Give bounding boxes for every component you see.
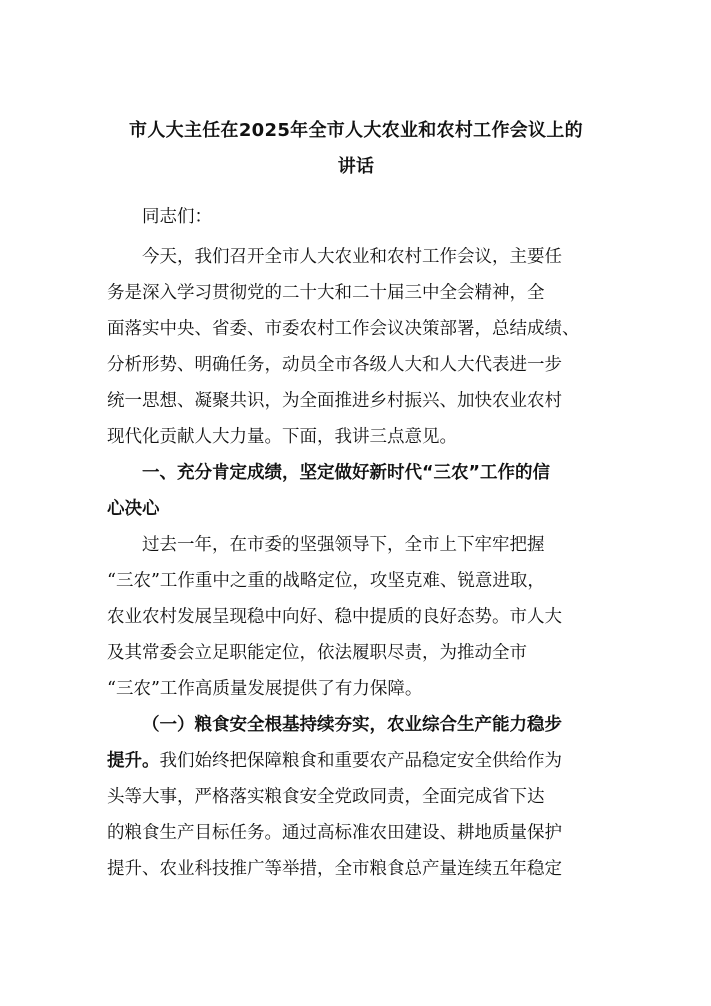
subsection-1-heading: （一）粮食安全根基持续夯实，农业综合生产能力稳步: [142, 715, 562, 735]
intro-line: 务是深入学习贯彻党的二十大和二十届三中全会精神，全: [107, 283, 545, 303]
intro-paragraph: [107, 239, 605, 455]
body-line: 农业农村发展呈现稳中向好、稳中提质的良好态势。市人大: [107, 607, 562, 627]
title-line-1: 市人大主任在2025年全市人大农业和农村工作会议上的: [129, 120, 583, 141]
intro-line: 今天，我们召开全市人大农业和农村工作会议，主要任: [142, 247, 562, 267]
document-title: [107, 113, 605, 185]
body-line: “三农”工作高质量发展提供了有力保障。: [107, 679, 423, 699]
body-line: 及其常委会立足职能定位，依法履职尽责，为推动全市: [107, 643, 527, 663]
salutation: 同志们：: [142, 207, 212, 227]
body-line: “三农”工作重中之重的战略定位，攻坚克难、锐意进取，: [107, 571, 545, 591]
body-line: 过去一年，在市委的坚强领导下，全市上下牢牢把握: [142, 535, 545, 555]
section-1-paragraph: [107, 527, 605, 707]
body-line: 头等大事，严格落实粮食安全党政同责，全面完成省下达: [107, 787, 545, 807]
intro-line: 面落实中央、省委、市委农村工作会议决策部署，总结成绩、: [107, 319, 580, 339]
document-body: [107, 113, 605, 887]
intro-line: 统一思想、凝聚共识，为全面推进乡村振兴、加快农业农村: [107, 391, 562, 411]
subsection-1-heading-end: 提升。: [107, 751, 160, 771]
intro-line: 分析形势、明确任务，动员全市各级人大和人大代表进一步: [107, 355, 562, 375]
subsection-1-paragraph: [107, 707, 605, 887]
heading-line: 心决心: [107, 499, 160, 519]
heading-line: 一、充分肯定成绩，坚定做好新时代“三农”工作的信: [142, 463, 551, 483]
body-line: 的粮食生产目标任务。通过高标准农田建设、耕地质量保护: [107, 823, 562, 843]
intro-line: 现代化贡献人大力量。下面，我讲三点意见。: [107, 427, 457, 447]
title-line-2: 讲话: [337, 156, 375, 177]
section-1-heading: [107, 455, 605, 527]
body-text: 我们始终把保障粮食和重要农产品稳定安全供给作为: [159, 751, 562, 771]
body-line: [107, 743, 605, 779]
body-line: 提升、农业科技推广等举措，全市粮食总产量连续五年稳定: [107, 859, 562, 879]
